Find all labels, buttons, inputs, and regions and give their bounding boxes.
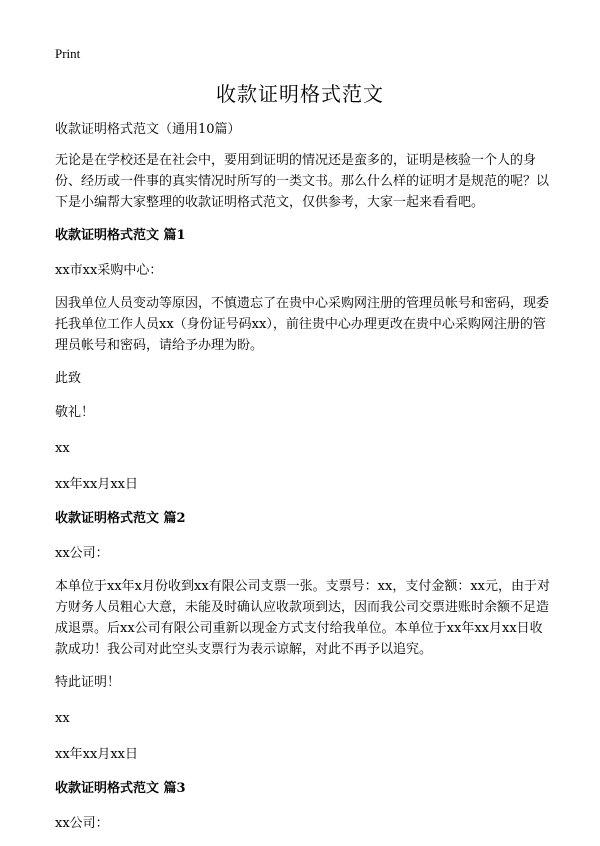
section-2-signer: xx [55, 711, 70, 726]
section-heading-2: 收款证明格式范文 篇2 [55, 511, 186, 526]
document-body [55, 119, 550, 846]
section-3-addressee: xx公司： [55, 816, 109, 831]
print-link[interactable]: Print [55, 46, 81, 61]
section-heading-3: 收款证明格式范文 篇3 [55, 781, 186, 796]
document-subtitle: 收款证明格式范文（通用10篇） [55, 122, 241, 137]
intro-paragraph: 无论是在学校还是在社会中，要用到证明的情况还是蛮多的，证明是核验一个人的身份、经历或一件事的真实情况时所写的一类文书。那么什么样的证明才是规范的呢？以下是小编帮大家整理的收款证明格式范文，仅供参考，大家一起来看看吧。 [55, 153, 550, 210]
section-2-addressee: xx公司： [55, 546, 109, 561]
section-2-body: 本单位于xx年x月份收到xx有限公司支票一张。支票号：xx，支付金额：xx元，由于对方财务人员粗心大意，未能及时确认应收款项到达，因而我公司交票进账时余额不足造成退票。后xx公司有限公司重新以现金方式支付给我单位。本单位于xx年xx月xx日收款成功！我公司对此空头支票行为表示谅解，对此不再予以追究。 [55, 579, 550, 657]
section-1-closing-1: 此致 [55, 371, 82, 386]
section-heading-1: 收款证明格式范文 篇1 [55, 228, 186, 243]
section-1-date: xx年xx月xx日 [55, 477, 138, 492]
page-title: 收款证明格式范文 [216, 82, 384, 106]
section-2-date: xx年xx月xx日 [55, 747, 138, 762]
section-1-closing-2: 敬礼！ [55, 405, 95, 420]
section-2-closing-1: 特此证明！ [55, 675, 121, 690]
section-1-body: 因我单位人员变动等原因，不慎遗忘了在贵中心采购网注册的管理员帐号和密码，现委托我单位工作人员xx（身份证号码xx），前往贵中心办理更改在贵中心采购网注册的管理员帐号和密码，请给予办理为盼。 [55, 296, 550, 353]
section-1-addressee: xx市xx采购中心： [55, 263, 163, 278]
section-1-signer: xx [55, 441, 70, 456]
